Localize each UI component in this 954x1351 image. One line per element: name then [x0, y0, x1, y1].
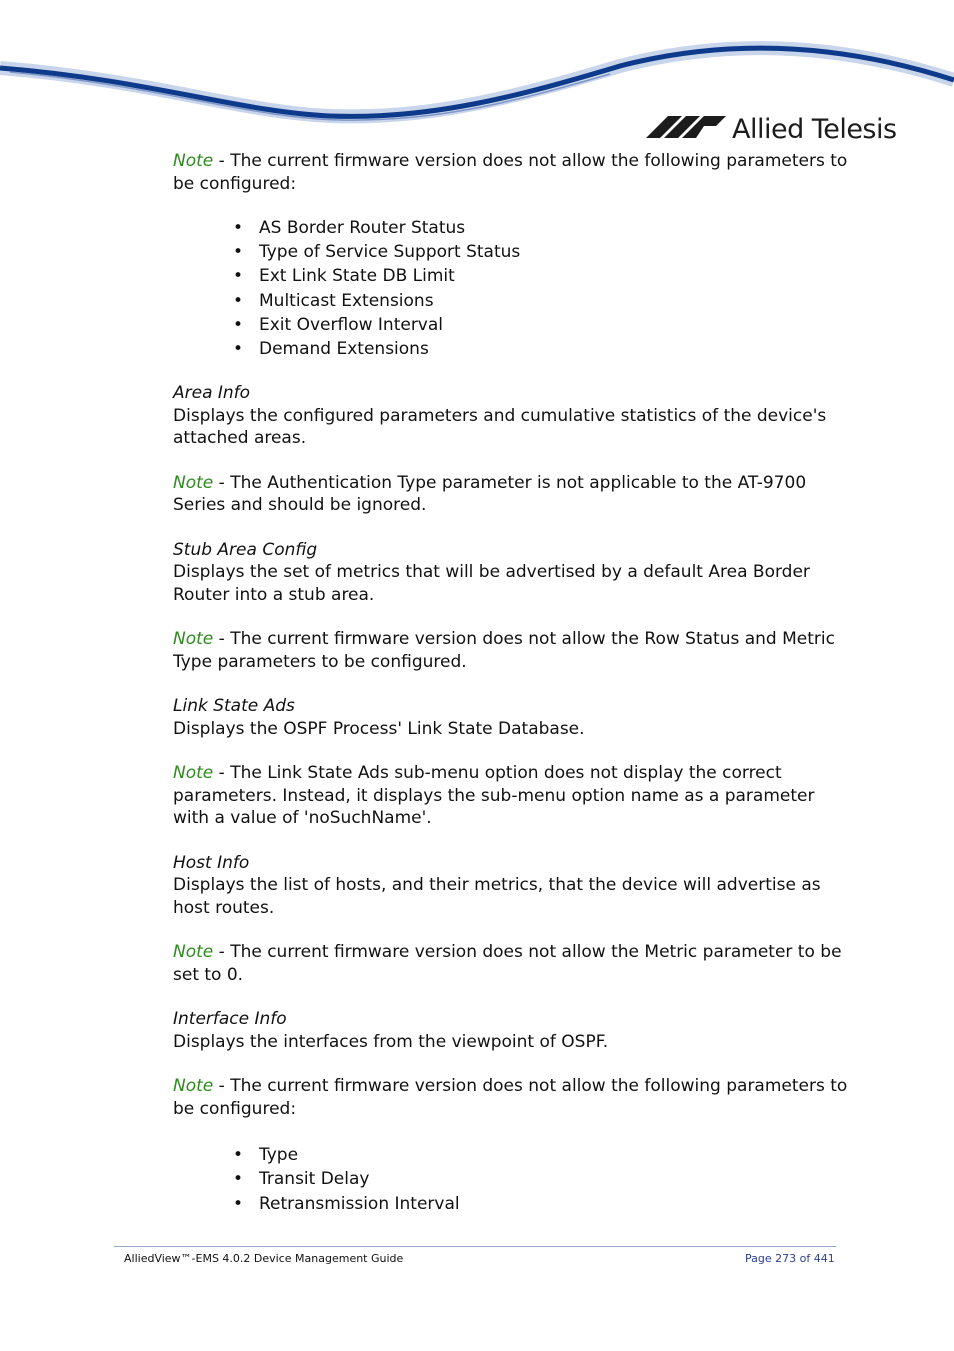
section-description: Displays the interfaces from the viewpoint of OSPF.	[173, 1031, 609, 1052]
list-item: • Exit Overflow Interval	[233, 314, 853, 338]
note-label: Note	[173, 942, 214, 963]
list-item: • Type	[233, 1144, 853, 1168]
list-item: • AS Border Router Status	[233, 217, 853, 241]
note-label: Note	[173, 1076, 214, 1097]
note-label: Note	[173, 763, 214, 784]
footer-divider	[114, 1246, 836, 1247]
section-description: Displays the OSPF Process' Link State Database.	[173, 718, 585, 739]
parameter-list	[173, 1144, 853, 1217]
note-paragraph	[173, 1075, 853, 1120]
section-heading: Area Info	[173, 383, 251, 404]
note-text: - The current firmware version does not allow the Row Status and Metric Type parameters to be configured.	[173, 629, 835, 672]
section-description: Displays the list of hosts, and their metrics, that the device will advertise as host routes.	[173, 875, 821, 918]
section-heading: Interface Info	[173, 1009, 287, 1030]
footer-page-number: Page 273 of 441	[745, 1252, 835, 1265]
header-swoosh	[0, 0, 954, 150]
list-item: • Transit Delay	[233, 1168, 853, 1192]
logo-text: Allied Telesis	[732, 114, 897, 145]
list-item: • Type of Service Support Status	[233, 241, 853, 265]
section-description: Displays the configured parameters and cumulative statistics of the device's attached areas.	[173, 405, 827, 449]
parameter-list	[173, 217, 853, 362]
section-description: Displays the set of metrics that will be advertised by a default Area Border Router into a stub area.	[173, 562, 810, 605]
list-item: • Retransmission Interval	[233, 1193, 853, 1217]
note-paragraph	[173, 628, 853, 673]
note-text: - The current firmware version does not allow the following parameters to be configured:	[173, 151, 848, 194]
footer-doc-title: AlliedView™-EMS 4.0.2 Device Management Guide	[124, 1252, 404, 1265]
note-label: Note	[173, 629, 214, 650]
note-text: - The current firmware version does not allow the Metric parameter to be set to 0.	[173, 942, 842, 985]
allied-telesis-logo-icon	[646, 116, 726, 138]
section-heading: Stub Area Config	[173, 539, 318, 560]
list-item: • Multicast Extensions	[233, 290, 853, 314]
section-heading: Host Info	[173, 852, 250, 873]
note-paragraph	[173, 150, 853, 195]
note-paragraph	[173, 941, 853, 986]
note-label: Note	[173, 472, 214, 493]
note-text: - The current firmware version does not allow the following parameters to be configured:	[173, 1076, 848, 1119]
note-label: Note	[173, 151, 214, 171]
list-item: • Ext Link State DB Limit	[233, 265, 853, 289]
note-text: - The Authentication Type parameter is not applicable to the AT-9700 Series and should be ignored.	[173, 472, 807, 516]
section-heading: Link State Ads	[173, 696, 295, 717]
page-body	[173, 150, 853, 1217]
note-paragraph	[173, 762, 853, 830]
note-text: - The Link State Ads sub-menu option does not display the correct parameters. Instead, it displays the sub-menu option name as a parameter with a value of 'noSuchName'.	[173, 763, 815, 829]
note-paragraph	[173, 472, 853, 517]
list-item: • Demand Extensions	[233, 338, 853, 362]
